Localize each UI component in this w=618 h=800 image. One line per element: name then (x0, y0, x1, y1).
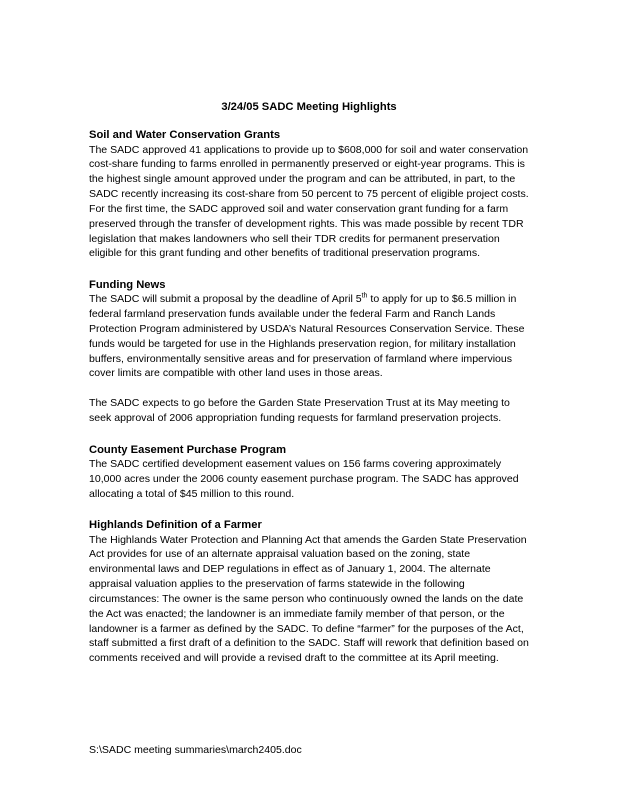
document-title: 3/24/05 SADC Meeting Highlights (221, 101, 397, 113)
section-heading: Soil and Water Conservation Grants (89, 129, 281, 141)
section-funding-news (89, 278, 531, 426)
superscript-ordinal: th (361, 292, 368, 300)
section-paragraph: The SADC expects to go before the Garden State Preservation Trust at its May meeting to seek approval of 2006 appropriation funding requests for farmland preservation projects. (89, 397, 510, 425)
footer-file-path: S:\SADC meeting summaries\march2405.doc (89, 744, 302, 756)
paragraph-spacer (89, 381, 531, 396)
paragraph-text: to apply for up to $6.5 million in federal farmland preservation funds available under the federal Farm and Ranch Lands Protection Program administered by USDA’s Natural Resources Conservation Service. These funds would be targeted for use in the Highlands preservation region, for military installation buffers, environmentally sensitive areas and for preservation of farmland where impervious cover limits are compatible with other land uses in those areas. (89, 293, 525, 380)
section-county-easement (89, 443, 531, 502)
section-heading: County Easement Purchase Program (89, 443, 287, 456)
document-body (89, 128, 531, 683)
section-highlands-farmer (89, 518, 531, 666)
section-soil-water-grants (89, 128, 531, 261)
section-paragraph: The SADC certified development easement values on 156 farms covering approximately 10,000 acres under the 2006 county easement purchase program. The SADC has approved allocating a total of $45 million to this round. (89, 458, 519, 500)
section-paragraph: The SADC approved 41 applications to provide up to $608,000 for soil and water conservation cost-share funding to farms enrolled in permanently preserved or eight-year programs. This is the highest single amount approved under the program and can be attributed, in part, to the SADC recently increasing its cost-share from 50 percent to 75 percent of eligible project costs. For the first time, the SADC approved soil and water conservation grant funding for a farm preserved through the transfer of development rights. This was made possible by recent TDR legislation that makes landowners who sell their TDR credits for permanent preservation eligible for this grant funding and other benefits of traditional preservation programs. (89, 143, 529, 260)
section-heading: Funding News (89, 278, 166, 291)
section-heading: Highlands Definition of a Farmer (89, 519, 262, 532)
section-paragraph (89, 292, 531, 381)
paragraph-text: The SADC will submit a proposal by the deadline of April 5 (89, 293, 362, 306)
section-paragraph: The Highlands Water Protection and Planning Act that amends the Garden State Preservation Act provides for use of an alternate appraisal valuation based on the zoning, state environmental laws and DEP regulations in effect as of January 1, 2004. The alternate appraisal valuation applies to the preservation of farms statewide in the following circumstances: The owner is the same person who continuously owned the lands on the date the Act was enacted; the landowner is an immediate family member of that person, or the landowner is a farmer as defined by the SADC. To define “farmer” for the purposes of the Act, staff submitted a first draft of a definition to the SADC. Staff will rework that definition based on comments received and will provide a revised draft to the committee at its April meeting. (89, 533, 529, 665)
